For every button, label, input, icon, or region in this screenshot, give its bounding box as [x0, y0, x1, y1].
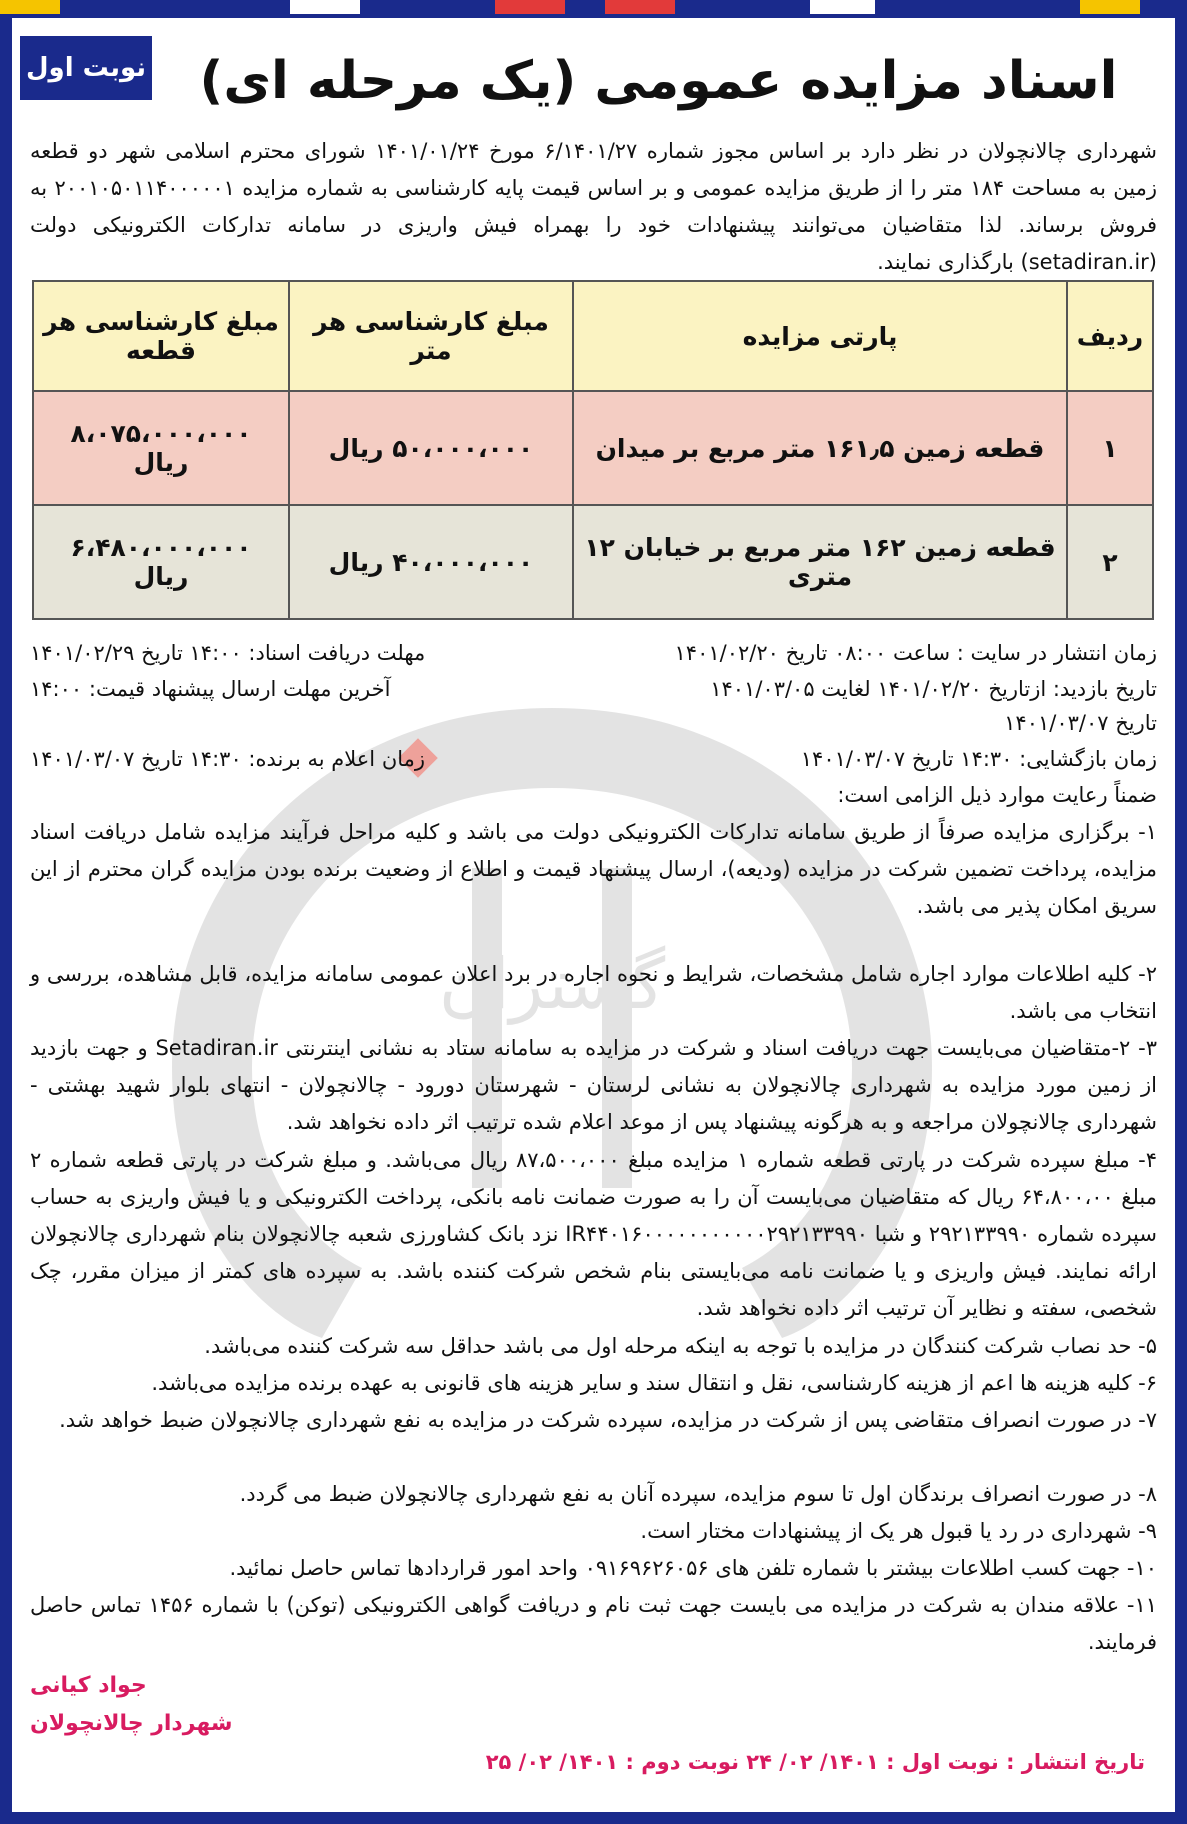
- opening-time: زمان بازگشایی: ۱۴:۳۰ تاریخ ۱۴۰۱/۰۳/۰۷: [800, 747, 1157, 771]
- winner-announce: زمان اعلام به برنده: ۱۴:۳۰ تاریخ ۱۴۰۱/۰۳/۰۷: [30, 747, 426, 771]
- row-per-meter: ۴۰،۰۰۰،۰۰۰ ریال: [289, 505, 573, 619]
- strip-red-2: [605, 0, 675, 14]
- header-party: پارتی مزایده: [573, 281, 1067, 391]
- offer-date: تاریخ ۱۴۰۱/۰۳/۰۷: [1004, 711, 1157, 735]
- strip-white-2: [810, 0, 875, 14]
- announcement-page: [12, 18, 1175, 1812]
- watermark-text: گستران: [438, 943, 666, 1025]
- page-title: اسناد مزایده عمومی (یک مرحله ای): [199, 51, 1118, 111]
- header-per-lot: مبلغ کارشناسی هر قطعه: [33, 281, 289, 391]
- round-badge: نوبت اول: [20, 36, 152, 100]
- table-row: [33, 505, 1153, 619]
- item-11: ۱۱- علاقه مندان به شرکت در مزایده می بایست جهت ثبت نام و دریافت گواهی الکترونیکی (توکن) با شماره ۱۴۵۶ تماس حاصل فرمایند.: [30, 1593, 1158, 1654]
- item-8: ۸- در صورت انصراف برندگان اول تا سوم مزایده، سپرده آنان به نفع شهرداری چالانچولان ضبط می گردد.: [239, 1482, 1157, 1506]
- table-header-row: [33, 281, 1153, 391]
- header-per-meter: مبلغ کارشناسی هر متر: [289, 281, 573, 391]
- row-number: ۱: [1067, 391, 1153, 505]
- item-6: ۶- کلیه هزینه ها اعم از هزینه کارشناسی، نقل و انتقال سند و سایر هزینه های قانونی به عهده برنده مزایده می‌باشد.: [151, 1371, 1157, 1395]
- item-4: ۴- مبلغ سپرده شرکت در پارتی قطعه شماره ۱ مزایده مبلغ ۸۷،۵۰۰،۰۰۰ ریال می‌باشد. و مبلغ شرکت در پارتی قطعه شماره ۲ مبلغ ۶۴،۸۰۰،۰۰ ریال که متقاضیان می‌بایست آن را به صورت ضمانت نامه بانکی، پرداخت الکترونیکی و یا فیش واریزی به حساب سپرده شماره ۲۹۲۱۳۳۹۹۰ و شبا IR۴۴۰۱۶۰۰۰۰۰۰۰۰۰۰۰۲۹۲۱۳۳۹۹۰ نزد بانک کشاورزی شعبه چالانچولان بنام شهرداری چالانچولان ارائه نمایند. فیش واریزی و یا ضمانت نامه می‌بایستی بنام شخص شرکت کننده باشد. به سپرده های کمتر از میزان مقرر، چک شخصی، سفته و نظایر آن ترتیب اثر داده نخواهد شد.: [30, 1148, 1158, 1320]
- signature-role: شهردار چالانچولان: [30, 1711, 233, 1736]
- row-number: ۲: [1067, 505, 1153, 619]
- row-per-lot: ۸،۰۷۵،۰۰۰،۰۰۰ ریال: [33, 391, 289, 505]
- item-2: ۲- کلیه اطلاعات موارد اجاره شامل مشخصات، شرایط و نحوه اجاره در برد اعلان عمومی سامانه مزایده، قابل مشاهده، بررسی و انتخاب می باشد.: [30, 962, 1157, 1023]
- publication-dates: تاریخ انتشار : نوبت اول : ۱۴۰۱/ ۰۲/ ۲۴ نوبت دوم : ۱۴۰۱/ ۰۲/ ۲۵: [485, 1750, 1145, 1774]
- strip-white: [290, 0, 360, 14]
- top-strip: [0, 0, 1187, 18]
- item-5: ۵- حد نصاب شرکت کنندگان در مزایده با توجه به اینکه مرحله اول می باشد حداقل سه شرکت کننده می‌باشد.: [204, 1334, 1157, 1358]
- item-7: ۷- در صورت انصراف متقاضی پس از شرکت در مزایده، سپرده شرکت در مزایده به نفع شهرداری چالانچولان ضبط خواهد شد.: [59, 1408, 1157, 1432]
- item-1: ۱- برگزاری مزایده صرفاً از طریق سامانه تدارکات الکترونیکی دولت می باشد و کلیه مراحل فرآیند مزایده شامل دریافت اسناد مزایده، پرداخت تضمین شرکت در مزایده (ودیعه)، ارسال پیشنهاد قیمت و اطلاع از وضعیت برنده بودن مزایده گران محترم از این سریق امکان پذیر می باشد.: [30, 820, 1157, 918]
- visit-date: تاریخ بازدید: ازتاریخ ۱۴۰۱/۰۲/۲۰ لغایت ۱۴۰۱/۰۳/۰۵: [710, 677, 1157, 701]
- doc-deadline: مهلت دریافت اسناد: ۱۴:۰۰ تاریخ ۱۴۰۱/۰۲/۲۹: [30, 641, 426, 665]
- signature-name: جواد کیانی: [30, 1673, 147, 1698]
- intro-paragraph: شهرداری چالانچولان در نظر دارد بر اساس مجوز شماره ۶/۱۴۰۱/۲۷ مورخ ۱۴۰۱/۰۱/۲۴ شورای محترم اسلامی شهر دو قطعه زمین به مساحت ۱۸۴ متر را از طریق مزایده عمومی و بر اساس قیمت پایه کارشناسی به شماره مزایده ۲۰۰۱۰۵۰۱۱۴۰۰۰۰۰۱ به فروش برساند. لذا متقاضیان می‌توانند پیشنهادات خود را بهمراه فیش واریزی در سامانه تدارکات الکترونیکی دولت (setadiran.ir) بارگذاری نمایند.: [30, 139, 1158, 274]
- row-per-lot: ۶،۴۸۰،۰۰۰،۰۰۰ ریال: [33, 505, 289, 619]
- item-9: ۹- شهرداری در رد یا قبول هر یک از پیشنهادات مختار است.: [640, 1519, 1157, 1543]
- strip-yellow: [0, 0, 60, 14]
- strip-red: [495, 0, 565, 14]
- item-10: ۱۰- جهت کسب اطلاعات بیشتر با شماره تلفن های ۰۹۱۶۹۶۲۶۰۵۶ واحد امور قراردادها تماس حاصل نمائید.: [229, 1556, 1157, 1580]
- row-per-meter: ۵۰،۰۰۰،۰۰۰ ریال: [289, 391, 573, 505]
- publish-time: زمان انتشار در سایت : ساعت ۰۸:۰۰ تاریخ ۱۴۰۱/۰۲/۲۰: [674, 641, 1157, 665]
- notice-heading: ضمناً رعایت موارد ذیل الزامی است:: [837, 783, 1157, 807]
- offer-deadline: آخرین مهلت ارسال پیشنهاد قیمت: ۱۴:۰۰: [30, 677, 391, 701]
- item-3: ۳- ۲-متقاضیان می‌بایست جهت دریافت اسناد و شرکت در مزایده به سامانه ستاد به نشانی اینترنتی Setadiran.ir و جهت بازدید از زمین مورد مزایده به شهرداری چالانچولان به نشانی لرستان - شهرستان دورود - چالانچولان - انتهای بلوار شهید بهشتی - شهرداری چالانچولان مراجعه و به هرگونه پیشنهاد پس از موعد اعلام شده ترتیب اثر داده نخواهد شد.: [30, 1036, 1157, 1134]
- header-row-number: ردیف: [1067, 281, 1153, 391]
- strip-yellow-2: [1080, 0, 1140, 14]
- row-party: قطعه زمین ۱۶۲ متر مربع بر خیابان ۱۲ متری: [573, 505, 1067, 619]
- lots-table: [32, 280, 1154, 620]
- table-row: [33, 391, 1153, 505]
- row-party: قطعه زمین ۱۶۱٫۵ متر مربع بر میدان: [573, 391, 1067, 505]
